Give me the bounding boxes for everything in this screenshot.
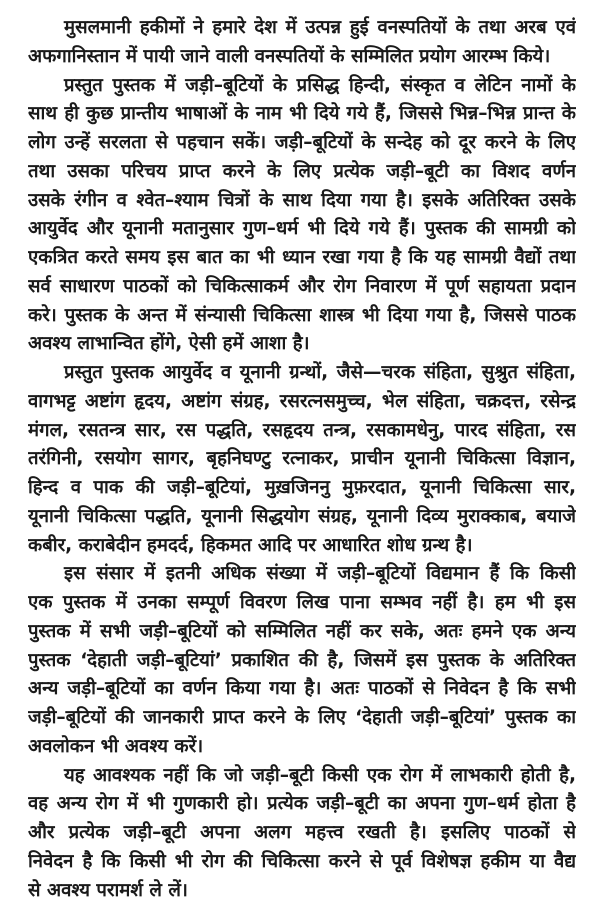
text-line: वागभट्ट अष्टांग हृदय, अष्टांग संग्रह, रसरत्नसमुच्च, भेल संहिता, चक्रदत्त, रसेन्द्र	[28, 390, 576, 412]
text-line: लोग उन्हें सरलता से पहचान सकें। जड़ी–बूटियों के सन्देह को दूर करने के लिए	[28, 132, 576, 153]
text-line: कबीर, कराबेदीन हमदर्द, हिकमत आदि पर आधारित शोध ग्रन्थ है।	[28, 534, 473, 556]
paragraph	[28, 359, 576, 560]
text-line: मुसलमानी हकीमों ने हमारे देश में उत्पन्न हुई वनस्पतियों के तथा अरब एवं	[64, 17, 576, 38]
text-line: और प्रत्येक जड़ी–बूटी अपना अलग महत्त्व रखती है। इसलिए पाठकों से	[28, 822, 576, 843]
text-line: निवेदन है कि किसी भी रोग की चिकित्सा करने से पूर्व विशेषज्ञ हकीम या वैद्य	[28, 850, 576, 872]
text-line: पुस्तक में सभी जड़ी–बूटियों को सम्मिलित नहीं कर सके, अतः हमने एक अन्य	[28, 620, 576, 642]
text-line: इस संसार में इतनी अधिक संख्या में जड़ी–बूटियों विद्यमान हैं कि किसी	[64, 563, 576, 585]
text-line: तरंगिनी, रसयोग सागर, बृहनिघण्टु रत्नाकर, प्राचीन यूनानी चिकित्सा विज्ञान,	[28, 448, 576, 470]
text-line: अवश्य लाभान्वित होंगे, ऐसी हमें आशा है।	[28, 333, 310, 355]
text-line: सर्व साधारण पाठकों को चिकित्साकर्म और रोग निवारण में पूर्ण सहायता प्रदान	[28, 275, 576, 297]
paragraph	[28, 14, 576, 72]
text-line: से अवश्य परामर्श ले लें।	[28, 879, 188, 901]
text-line: वह अन्य रोग में भी गुणकारी हो। प्रत्येक जड़ी–बूटी का अपना गुण–धर्म होता है	[28, 793, 576, 815]
text-line: एकत्रित करते समय इस बात का भी ध्यान रखा गया है कि यह सामग्री वैद्यों तथा	[28, 247, 576, 268]
text-line: जड़ी–बूटियों की जानकारी प्राप्त करने के लिए ‘देहाती जड़ी–बूटियां’ पुस्तक का	[28, 707, 576, 728]
text-line: अफगानिस्तान में पायी जाने वाली वनस्पतियों के सम्मिलित प्रयोग आरम्भ किये।	[28, 45, 551, 67]
paragraph	[28, 762, 576, 906]
text-line: पुस्तक ‘देहाती जड़ी–बूटियां’ प्रकाशित की है, जिसमें इस पुस्तक के अतिरिक्त	[28, 649, 576, 671]
paragraph	[28, 560, 576, 761]
text-line: उसके रंगीन व श्वेत–श्याम चित्रों के साथ दिया गया है। इसके अतिरिक्त उसके	[28, 189, 576, 211]
text-line: प्रस्तुत पुस्तक आयुर्वेद व यूनानी ग्रन्थों, जैसे—चरक संहिता, सुश्रुत संहिता,	[64, 362, 576, 383]
text-line: यह आवश्यक नहीं कि जो जड़ी–बूटी किसी एक रोग में लाभकारी होती है,	[64, 764, 576, 786]
text-line: अवलोकन भी अवश्य करें।	[28, 735, 204, 757]
text-line: करे। पुस्तक के अन्त में संन्यासी चिकित्सा शास्त्र भी दिया गया है, जिससे पाठक	[28, 304, 576, 326]
text-line: एक पुस्तक में उनका सम्पूर्ण विवरण लिख पाना सम्भव नहीं है। हम भी इस	[28, 592, 576, 613]
text-line: साथ ही कुछ प्रान्तीय भाषाओं के नाम भी दिये गये हैं, जिससे भिन्न–भिन्न प्रान्त के	[28, 103, 576, 125]
text-line: आयुर्वेद और यूनानी मतानुसार गुण–धर्म भी दिये गये हैं। पुस्तक की सामग्री को	[28, 218, 576, 240]
text-line: हिन्द व पाक की जड़ी–बूटियां, मुख़जिननु मुफ़रदात, यूनानी चिकित्सा सार,	[28, 477, 576, 498]
text-line: मंगल, रसतन्त्र सार, रस पद्धति, रसहृदय तन्त्र, रसकामधेनु, पारद संहिता, रस	[28, 419, 576, 441]
paragraph	[28, 72, 576, 360]
text-line: प्रस्तुत पुस्तक में जड़ी–बूटियों के प्रसिद्ध हिन्दी, संस्कृत व लेटिन नामों के	[64, 74, 576, 96]
text-line: तथा उसका परिचय प्राप्त करने के लिए प्रत्येक जड़ी–बूटी का विशद वर्णन	[28, 160, 576, 182]
document-page	[28, 14, 576, 905]
text-line: यूनानी चिकित्सा पद्धति, यूनानी सिद्धयोग संग्रह, यूनानी दिव्य मुराक्काब, बयाजे	[28, 505, 576, 527]
text-line: अन्य जड़ी–बूटियों का वर्णन किया गया है। अतः पाठकों से निवेदन है कि सभी	[28, 678, 576, 700]
